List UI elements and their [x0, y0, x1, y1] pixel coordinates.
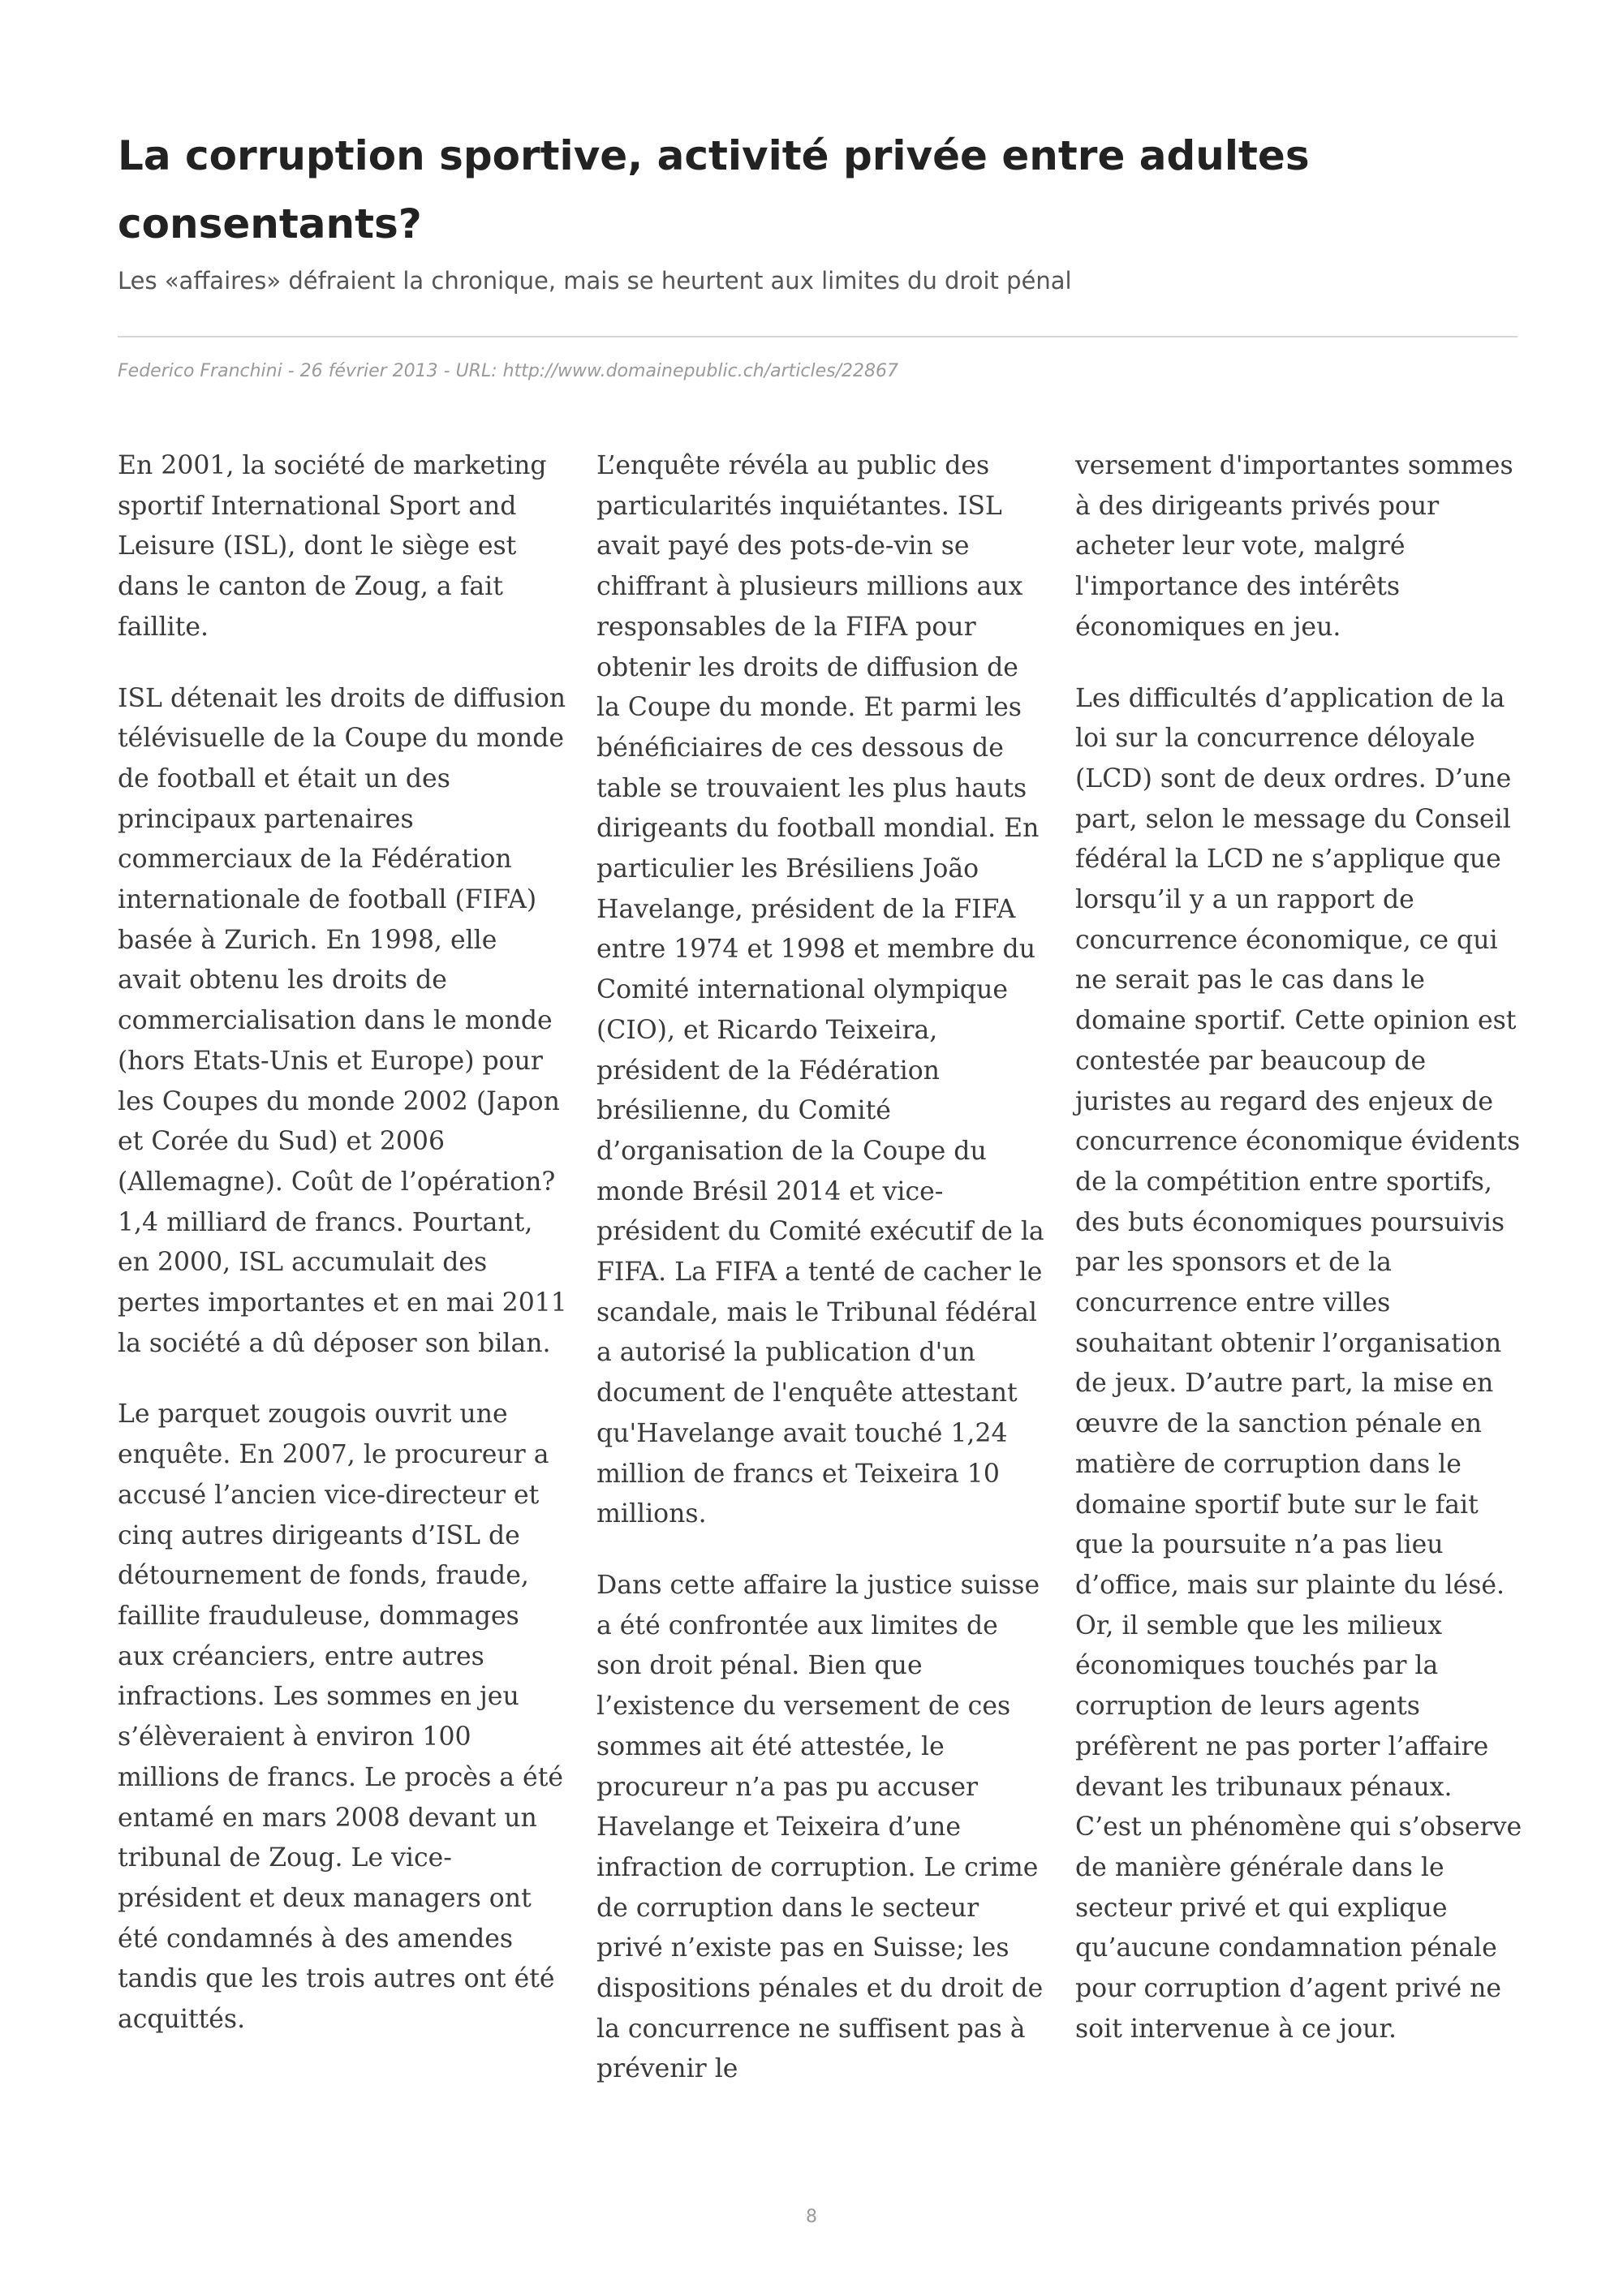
- page-number: 8: [806, 2207, 817, 2227]
- paragraph: ISL détenait les droits de diffusion télévisuelle de la Coupe du monde de football et était un des principaux partenaires commerciaux de la Fédération internationale de football (FIFA) basée à Zurich. En 1998, elle avait obtenu les droits de commercialisation dans le monde (hors Etats-Unis et Europe) pour les Coupes du monde 2002 (Japon et Corée du Sud) et 2006 (Allemagne). Coût de l’opération? 1,4 milliard de francs. Pourtant, en 2000, ISL accumulait des pertes importantes et en mai 2011 la société a dû déposer son bilan.: [118, 683, 567, 1358]
- article-byline: Federico Franchini - 26 février 2013 - URL: http://www.domainepublic.ch/articles/22867: [118, 361, 899, 381]
- text-column-3: [1075, 446, 1526, 2080]
- text-column-1: [118, 446, 568, 2071]
- paragraph: Les difficultés d’application de la loi sur la concurrence déloyale (LCD) sont de deux ordres. D’une part, selon le message du Conseil fédéral la LCD ne s’applique que lorsqu’il y a un rapport de concurrence économique, ce qui ne serait pas le cas dans le domaine sportif. Cette opinion est contestée par beaucoup de juristes au regard des enjeux de concurrence économique évidents de la compétition entre sportifs, des buts économiques poursuivis par les sponsors et de la concurrence entre villes souhaitant obtenir l’organisation de jeux. D’autre part, la mise en œuvre de la sanction pénale en matière de corruption dans le domaine sportif bute sur le fait que la poursuite n’a pas lieu d’office, mais sur plainte du lésé. Or, il semble que les milieux économiques touchés par la corruption de leurs agents préfèrent ne pas porter l’affaire devant les tribunaux pénaux. C’est un phénomène qui s’observe de manière générale dans le secteur privé et qui explique qu’aucune condamnation pénale pour corruption d’agent privé ne soit intervenue à ce jour.: [1075, 683, 1522, 2044]
- paragraph: En 2001, la société de marketing sportif International Sport and Leisure (ISL), dont le siège est dans le canton de Zoug, a fait faillite.: [118, 451, 547, 642]
- article-title: La corruption sportive, activité privée entre adultes consentants?: [118, 132, 1310, 247]
- paragraph: Dans cette affaire la justice suisse a été confrontée aux limites de son droit pénal. Bien que l’existence du versement de ces sommes ait été attestée, le procureur n’a pas pu accuser Havelange et Teixeira d’une infraction de corruption. Le crime de corruption dans le secteur privé n’existe pas en Suisse; les dispositions pénales et du droit de la concurrence ne suffisent pas à prévenir le: [596, 1570, 1044, 2084]
- paragraph: versement d'importantes sommes à des dirigeants privés pour acheter leur vote, malgré l'importance des intérêts économiques en jeu.: [1075, 451, 1513, 642]
- paragraph: L’enquête révéla au public des particularités inquiétantes. ISL avait payé des pots-de-vin se chiffrant à plusieurs millions aux responsables de la FIFA pour obtenir les droits de diffusion de la Coupe du monde. Et parmi les bénéficiaires de ces dessous de table se trouvaient les plus hauts dirigeants du football mondial. En particulier les Brésiliens João Havelange, président de la FIFA entre 1974 et 1998 et membre du Comité international olympique (CIO), et Ricardo Teixeira, président de la Fédération brésilienne, du Comité d’organisation de la Coupe du monde Brésil 2014 et vice-président du Comité exécutif de la FIFA. La FIFA a tenté de cacher le scandale, mais le Tribunal fédéral a autorisé la publication d'un document de l'enquête attestant qu'Havelange avait touché 1,24 million de francs et Teixeira 10 millions.: [596, 451, 1044, 1529]
- text-column-2: [596, 446, 1047, 2121]
- paragraph: Le parquet zougois ouvrit une enquête. En 2007, le procureur a accusé l’ancien vice-directeur et cinq autres dirigeants d’ISL de détournement de fonds, fraude, faillite frauduleuse, dommages aux créanciers, entre autres infractions. Les sommes en jeu s’élèveraient à environ 100 millions de francs. Le procès a été entamé en mars 2008 devant un tribunal de Zoug. Le vice-président et deux managers ont été condamnés à des amendes tandis que les trois autres ont été acquittés.: [118, 1400, 563, 2035]
- header-divider: [118, 336, 1518, 338]
- article-subtitle: Les «affaires» défraient la chronique, mais se heurtent aux limites du droit pénal: [118, 267, 1072, 295]
